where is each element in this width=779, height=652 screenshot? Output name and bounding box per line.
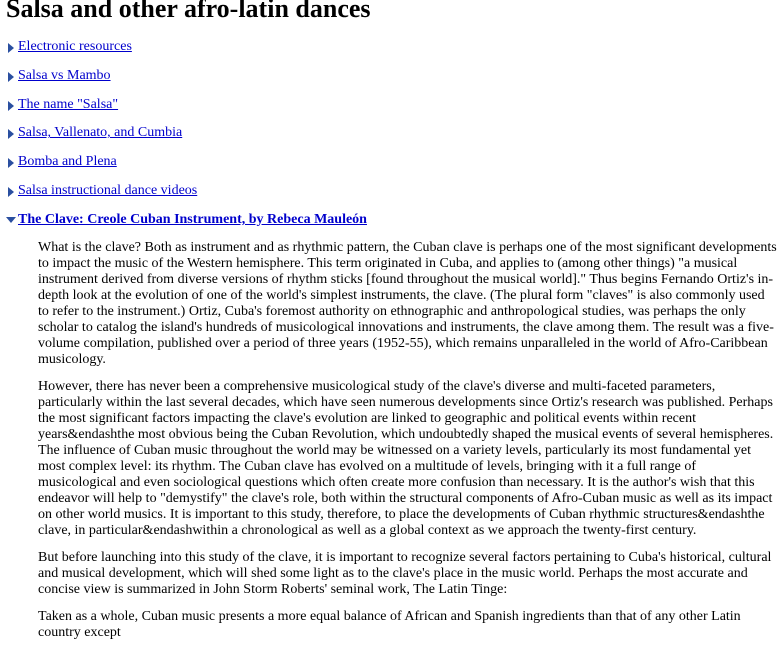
toc-link-the-name-salsa[interactable]: The name "Salsa" [18,96,119,112]
article-paragraph-1: What is the clave? Both as instrument and as rhythmic pattern, the Cuban clave is perhaps one of the most significant developments to impact the music of the Western hemisphere. This term originated in Cuba, and applies to (among other things) "a musical instrument derived from diverse versions of rhythm sticks [found throughout the musical world]." Thus begins Fernando Ortiz's in-depth look at the evolution of one of the world's simplest instruments, the clave. (The plural form "claves" is also commonly used to refer to the instrument.) Ortiz, Cuba's foremost authority on ethnographic and anthropological studies, was perhaps the only scholar to catalog the island's hundreds of musicological innovations and instruments, the clave among them. The result was a five-volume compilation, published over a period of three years (1952-55), which remains unparalleled in the world of Afro-Caribbean musicology. [38,240,777,367]
toc-item-salsa-vs-mambo[interactable] [6,67,776,96]
triangle-right-icon[interactable] [6,96,18,114]
toc-link-salsa-vs-mambo[interactable]: Salsa vs Mambo [18,67,111,83]
triangle-down-icon[interactable] [6,211,18,229]
triangle-right-icon[interactable] [6,67,18,85]
toc-link-instructional-videos[interactable]: Salsa instructional dance videos [18,182,198,198]
toc-link-bomba-and-plena[interactable]: Bomba and Plena [18,154,117,170]
toc-item-bomba-and-plena[interactable] [6,153,776,182]
page-title: Salsa and other afro-latin dances [6,0,371,23]
triangle-right-icon[interactable] [6,182,18,200]
toc-link-salsa-vallenato-cumbia[interactable]: Salsa, Vallenato, and Cumbia [18,125,183,141]
triangle-right-icon[interactable] [6,153,18,171]
toc-item-instructional-videos[interactable] [6,182,776,211]
article-content [38,240,778,652]
article-paragraph-4: Taken as a whole, Cuban music presents a more equal balance of African and Spanish ingredients than that of any other Latin country except [38,609,741,640]
article-paragraph-3: But before launching into this study of the clave, it is important to recognize several factors pertaining to Cuba's historical, cultural and musical development, which will shed some light as to the clave's place in the music world. Perhaps the most accurate and concise view is summarized in John Storm Roberts' seminal work, The Latin Tinge: [38,550,772,597]
toc-item-the-clave[interactable] [6,211,776,240]
article-paragraph-2: However, there has never been a comprehensive musicological study of the clave's diverse and multi-faceted parameters, particularly within the last several decades, which have seen numerous developments since Ortiz's research was published. Perhaps the most significant factors impacting the clave's evolution are linked to geographic and political events within recent years&endashthe most obvious being the Cuban Revolution, which undoubtedly shaped the musical events of several hemispheres. The influence of Cuban music throughout the world may be witnessed on a variety levels, particularly its most fundamental yet most complex level: its rhythm. The Cuban clave has evolved on a multitude of levels, bringing with it a full range of musicological and even sociological questions which often create more confusion than necessary. It is the author's wish that this endeavor will help to "demystify" the clave's role, both within the structural components of Afro-Cuban music as well as its impact on other world musics. It is important to this study, therefore, to place the developments of Cuban rhythmic structures&endashthe clave, in particular&endashwithin a chronological as well as a global context as we approach the twenty-first century. [38,379,774,538]
toc-list [6,38,776,240]
toc-item-electronic-resources[interactable] [6,38,776,67]
triangle-right-icon[interactable] [6,38,18,56]
triangle-right-icon[interactable] [6,124,18,142]
toc-item-salsa-vallenato-cumbia[interactable] [6,124,776,153]
toc-item-the-name-salsa[interactable] [6,96,776,125]
toc-link-electronic-resources[interactable]: Electronic resources [18,39,132,54]
toc-link-the-clave[interactable]: The Clave: Creole Cuban Instrument, by Rebeca Mauleón [18,211,367,227]
